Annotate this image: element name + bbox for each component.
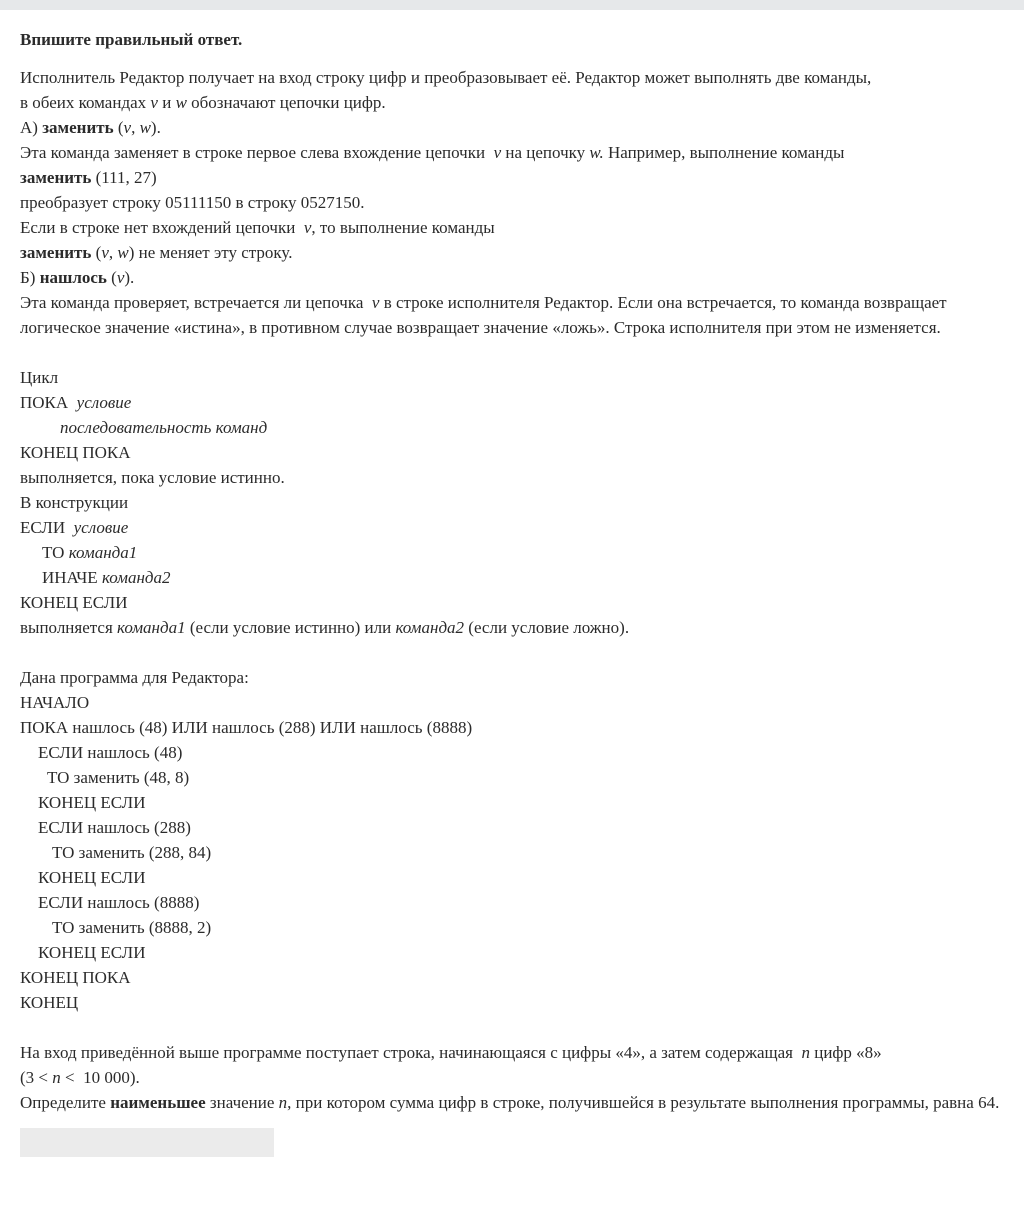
program-line: КОНЕЦ ЕСЛИ: [38, 868, 146, 887]
loop-description: выполняется, пока условие истинно.: [20, 468, 285, 487]
command-a-description: Эта команда заменяет в строке первое слева вхождение цепочки v на цепочку w. Например, выполнение команды: [20, 143, 845, 162]
program-line: ЕСЛИ нашлось (8888): [38, 893, 200, 912]
program-title: Дана программа для Редактора:: [20, 668, 249, 687]
program-line: КОНЕЦ: [20, 993, 79, 1012]
spacer: [20, 640, 1006, 665]
program-line: НАЧАЛО: [20, 693, 90, 712]
input-description: На вход приведённой выше программе поступает строка, начинающаяся с цифры «4», а затем содержащая n цифр «8»: [20, 1043, 882, 1062]
program-line: ТО заменить (8888, 2): [52, 918, 212, 937]
loop-title: Цикл: [20, 368, 59, 387]
loop-while-line: ПОКА условие: [20, 393, 132, 412]
no-match-line: Если в строке нет вхождений цепочки v, то выполнение команды: [20, 218, 495, 237]
spacer: [20, 340, 1006, 365]
intro-line-1: Исполнитель Редактор получает на вход строку цифр и преобразовывает её. Редактор может выполнять две команды,: [20, 68, 872, 87]
branch-end-line: КОНЕЦ ЕСЛИ: [20, 593, 128, 612]
command-b-title: Б) нашлось (v).: [20, 268, 135, 287]
loop-end-line: КОНЕЦ ПОКА: [20, 443, 131, 462]
loop-sequence-line: последовательность команд: [60, 418, 268, 437]
program-line: ЕСЛИ нашлось (288): [38, 818, 191, 837]
example-command: заменить (111, 27): [20, 168, 157, 187]
program-line: ТО заменить (48, 8): [47, 768, 190, 787]
example-result: преобразует строку 05111150 в строку 0527150.: [20, 193, 365, 212]
command-b-description-1: Эта команда проверяет, встречается ли цепочка v в строке исполнителя Редактор. Если она встречается, то команда возвращает: [20, 293, 947, 312]
program-line: КОНЕЦ ПОКА: [20, 968, 131, 987]
program-line: ЕСЛИ нашлось (48): [38, 743, 183, 762]
branch-title: В конструкции: [20, 493, 129, 512]
command-a-title: А) заменить (v, w).: [20, 118, 161, 137]
top-bar: [0, 0, 1024, 10]
intro-line-2: в обеих командах v и w обозначают цепочки цифр.: [20, 93, 386, 112]
program-code: [20, 690, 1006, 1015]
no-change-line: заменить (v, w) не меняет эту строку.: [20, 243, 293, 262]
spacer: [20, 1015, 1006, 1040]
program-line: ТО заменить (288, 84): [52, 843, 212, 862]
command-b-description-2: логическое значение «истина», в противном случае возвращает значение «ложь». Строка исполнителя при этом не изменяется.: [20, 318, 941, 337]
branch-then-line: ТО команда1: [42, 543, 138, 562]
input-range: (3 < n < 10 000).: [20, 1068, 140, 1087]
branch-description: выполняется команда1 (если условие истинно) или команда2 (если условие ложно).: [20, 618, 630, 637]
answer-input[interactable]: [20, 1128, 274, 1157]
program-line: КОНЕЦ ЕСЛИ: [38, 793, 146, 812]
program-line: ПОКА нашлось (48) ИЛИ нашлось (288) ИЛИ нашлось (8888): [20, 718, 473, 737]
branch-else-line: ИНАЧЕ команда2: [42, 568, 171, 587]
branch-if-line: ЕСЛИ условие: [20, 518, 129, 537]
task-content: [0, 10, 1024, 1157]
question-text: Определите наименьшее значение n, при котором сумма цифр в строке, получившейся в результате выполнения программы, равна 64.: [20, 1093, 1000, 1112]
program-line: КОНЕЦ ЕСЛИ: [38, 943, 146, 962]
instruction-heading: Впишите правильный ответ.: [20, 30, 243, 49]
